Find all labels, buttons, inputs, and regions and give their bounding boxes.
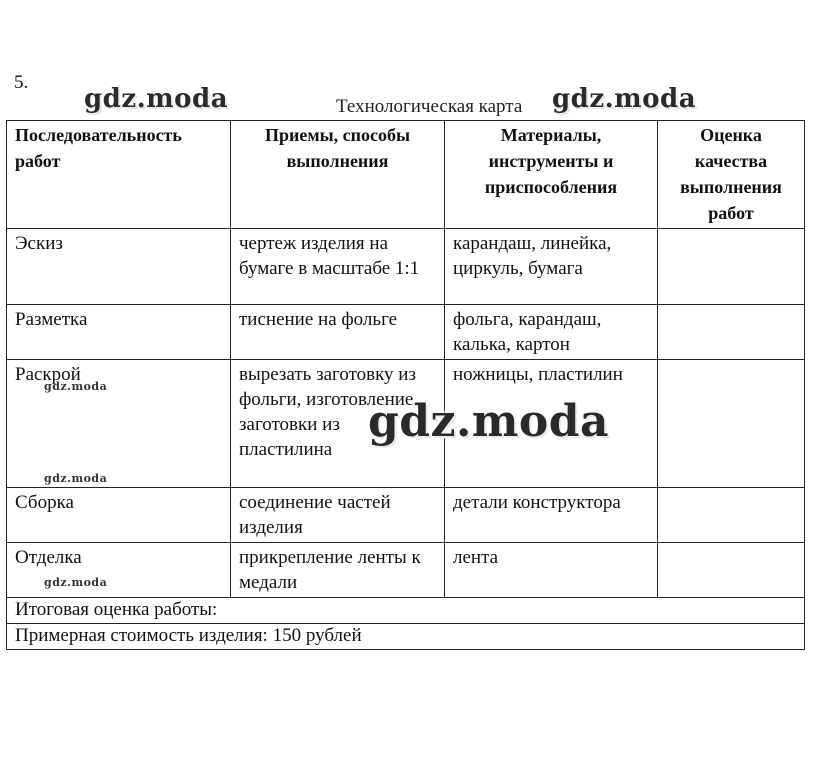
cell-method: чертеж изделия на бумаге в масштабе 1:1 (231, 229, 445, 305)
final-grade: Итоговая оценка работы: (7, 598, 805, 624)
cell-quality (658, 229, 805, 305)
cell-quality (658, 543, 805, 598)
cell-materials: ножницы, пластилин (445, 360, 658, 488)
cell-quality (658, 488, 805, 543)
summary-row (7, 624, 805, 650)
cell-step: Отделка (7, 543, 231, 598)
cell-step: Разметка (7, 305, 231, 360)
cell-step: Раскрой (7, 360, 231, 488)
table-row (7, 305, 805, 360)
cell-materials: карандаш, линейка, циркуль, бумага (445, 229, 658, 305)
cell-method: соединение частей изделия (231, 488, 445, 543)
watermark: gdz.moda (44, 576, 108, 589)
table-row (7, 543, 805, 598)
cell-materials: детали конструктора (445, 488, 658, 543)
watermark: gdz.moda (84, 84, 229, 114)
table-caption: Технологическая карта (336, 96, 523, 117)
table-row (7, 229, 805, 305)
summary-row (7, 598, 805, 624)
watermark: gdz.moda (44, 472, 108, 485)
watermark: gdz.moda (44, 380, 108, 393)
cell-method: прикрепление ленты к медали (231, 543, 445, 598)
watermark: gdz.moda (552, 84, 697, 114)
table-row (7, 488, 805, 543)
cell-quality (658, 305, 805, 360)
cell-materials: фольга, карандаш, калька, картон (445, 305, 658, 360)
cell-method: тиснение на фольге (231, 305, 445, 360)
task-number: 5. (14, 72, 29, 93)
estimated-cost: Примерная стоимость изделия: 150 рублей (7, 624, 805, 650)
cell-materials: лента (445, 543, 658, 598)
cell-step: Эскиз (7, 229, 231, 305)
cell-method: вырезать заготовку из фольги, изготовление заготовки из пластилина (231, 360, 445, 488)
technological-card-table (6, 120, 805, 650)
header-methods: Приемы, способы выполнения (231, 121, 445, 229)
cell-step: Сборка (7, 488, 231, 543)
cell-quality (658, 360, 805, 488)
header-quality: Оценка качества выполнения работ (658, 121, 805, 229)
header-sequence: Последовательность работ (7, 121, 231, 229)
header-row (7, 121, 805, 229)
header-materials: Материалы, инструменты и приспособления (445, 121, 658, 229)
watermark: gdz.moda (368, 396, 610, 447)
